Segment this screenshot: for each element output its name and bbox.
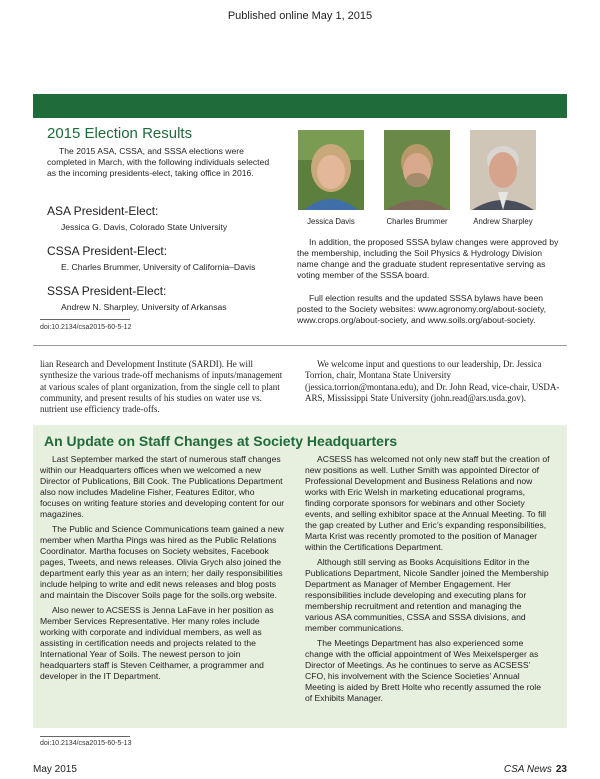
- caption-andrew-sharpley: Andrew Sharpley: [473, 217, 533, 226]
- staff-paragraph: The Meetings Department has also experienced some change with the official appointment of Wes Meixelsperger as Director of Meetings. As he continues to serve as ACSESS’ CFO, his involvement with the Science Societies’ Annual Meeting is aided by Brett Holte who recently assumed the role of Exhibits Manager.: [305, 638, 541, 703]
- footer-magazine: CSA News: [503, 764, 552, 775]
- staff-title: An Update on Staff Changes at Society Headquarters: [44, 433, 398, 449]
- photo-charles-brummer: [384, 130, 450, 210]
- footer-date: May 2015: [33, 764, 77, 775]
- officer-cssa: E. Charles Brummer, University of California–Davis: [61, 262, 256, 272]
- bylaw-paragraph: In addition, the proposed SSSA bylaw changes were approved by the membership, including the Soil Physics & Hydrology Division name change and the graduate student representative serving as voting member of the SSSA board.: [297, 237, 559, 280]
- staff-paragraph: ACSESS has welcomed not only new staff but the creation of new positions as well. Luther Smith was appointed Director of Professional Development and Business Relations and now works with Eric Welsh in marketing educational programs, finding corporate sponsors for webinars and other Society events, and selling exhibitor space at the Annual Meeting. To fill the gap created by Luther and Eric’s expanding responsibilities, Marta Krist was recently promoted to the position of Manager within the Certifications Department.: [305, 454, 550, 552]
- office-asa: ASA President-Elect:: [47, 204, 159, 218]
- doi-rule: [40, 736, 130, 737]
- election-title: 2015 Election Results: [47, 125, 193, 142]
- staff-paragraph: Although still serving as Books Acquisitions Editor in the Publications Department, Nicole Sandler joined the Membership Department as Manager of Member Engagement. Her responsibilities include developing and executing plans for membership recruitment and retention and managing the various ASA communities, CSSA and SSSA divisions, and member communications.: [305, 557, 549, 633]
- officer-asa: Jessica G. Davis, Colorado State University: [61, 222, 228, 232]
- staff-column-left: [40, 454, 285, 686]
- staff-column-right: [305, 454, 550, 708]
- election-intro: The 2015 ASA, CSSA, and SSSA elections were completed in March, with the following individuals selected as the incoming presidents-elect, taking office in 2016.: [47, 146, 270, 178]
- staff-doi: doi:10.2134/csa2015-60-5-13: [40, 740, 132, 747]
- published-date: Published online May 1, 2015: [227, 10, 373, 22]
- office-sssa: SSSA President-Elect:: [47, 284, 167, 298]
- office-cssa: CSSA President-Elect:: [47, 244, 168, 258]
- staff-paragraph: Also newer to ACSESS is Jenna LaFave in her position as Member Services Representative. Her many roles include working with corporate and individual members, as well as assisting in certification needs and projects related to the International Year of Soils. The newest person to join headquarters staff is Steven Ceithamer, a programmer and developer in the IT Department.: [40, 605, 274, 681]
- election-doi: doi:10.2134/csa2015-60-5-12: [40, 324, 132, 331]
- footer-page-number: 23: [555, 764, 567, 775]
- section-divider: [33, 345, 567, 346]
- section-banner: [33, 94, 567, 118]
- continued-right: We welcome input and questions to our leadership, Dr. Jessica Torrion, chair, Montana State University (jessica.torrion@montana.edu), and Dr. John Read, vice-chair, USDA-ARS, Mississippi State University (john.read@ars.usda.gov).: [305, 359, 560, 403]
- photo-andrew-sharpley: [470, 130, 536, 210]
- officer-sssa: Andrew N. Sharpley, University of Arkansas: [61, 302, 227, 312]
- caption-charles-brummer: Charles Brummer: [386, 217, 448, 226]
- footer-page-info: [504, 764, 567, 775]
- caption-jessica-davis: Jessica Davis: [307, 217, 355, 226]
- continued-left: lian Research and Development Institute (SARDI). He will synthesize the various trade-off mechanisms of inputs/management at various scales of plant organization, from the single cell to plant community, and present results of his studies on water use vs. nutrient use efficiency trade-offs.: [40, 359, 283, 415]
- staff-paragraph: The Public and Science Communications team gained a new member when Martha Pings was hired as the Public Relations Coordinator. Martha focuses on Society websites, Facebook pages, Tweets, and news releases. Olivia Grych also joined the department early this year as an intern; her daily responsibilities include helping to write and edit news releases and blog posts and maintain the Discover Soils page for the soils.org website.: [40, 524, 284, 600]
- photo-jessica-davis: [298, 130, 364, 210]
- results-paragraph: Full election results and the updated SSSA bylaws have been posted to the Society websites: www.agronomy.org/about-society, www.crops.org/about-society, and www.soils.org/about-society.: [297, 293, 547, 325]
- doi-rule: [40, 319, 130, 320]
- staff-paragraph: Last September marked the start of numerous staff changes within our Headquarters offices when we welcomed a new Director of Publications, Bill Cook. The Publications Department also now includes Madeline Fisher, Features Editor, who focuses on writing feature stories and developing content for our magazines.: [40, 454, 285, 519]
